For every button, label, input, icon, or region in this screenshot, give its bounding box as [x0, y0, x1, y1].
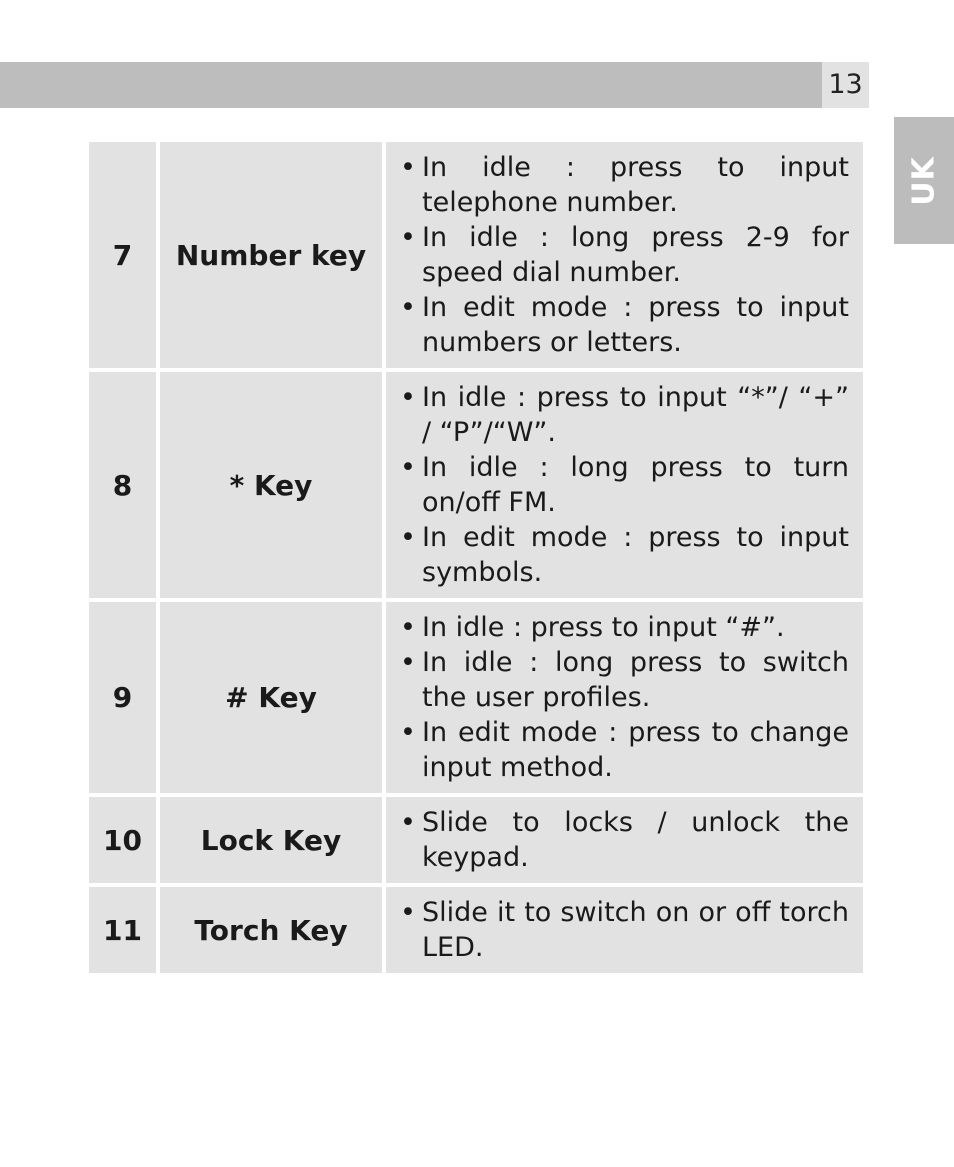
key-number: 9 — [89, 602, 156, 793]
table-row — [89, 887, 863, 973]
key-name: Torch Key — [160, 887, 382, 973]
description-item: • Slide it to switch on or off torch LED. — [400, 895, 849, 965]
description-item: • In edit mode : press to input symbols. — [400, 520, 849, 590]
keys-table — [85, 138, 867, 977]
description-item: • In idle : press to input telephone number. — [400, 150, 849, 220]
description-item: • In edit mode : press to input numbers or letters. — [400, 290, 849, 360]
table-row — [89, 602, 863, 793]
key-description — [386, 372, 863, 598]
page-number: 13 — [822, 62, 869, 108]
description-item: • In idle : long press to switch the user profiles. — [400, 645, 849, 715]
table-row — [89, 797, 863, 883]
description-item: • In idle : long press to turn on/off FM. — [400, 450, 849, 520]
description-item: • In idle : press to input “*”/ “+” / “P”/“W”. — [400, 380, 849, 450]
key-number: 11 — [89, 887, 156, 973]
language-tab-label: UK — [906, 155, 942, 206]
description-item: • Slide to locks / unlock the keypad. — [400, 805, 849, 875]
key-number: 10 — [89, 797, 156, 883]
language-tab — [894, 117, 954, 244]
key-description — [386, 887, 863, 973]
key-name: # Key — [160, 602, 382, 793]
description-item: • In idle : long press 2-9 for speed dial number. — [400, 220, 849, 290]
key-name: Lock Key — [160, 797, 382, 883]
key-name: Number key — [160, 142, 382, 368]
header-bar — [0, 62, 822, 108]
key-number: 8 — [89, 372, 156, 598]
description-item: • In idle : press to input “#”. — [400, 610, 849, 645]
table-row — [89, 372, 863, 598]
key-number: 7 — [89, 142, 156, 368]
key-description — [386, 602, 863, 793]
key-name: * Key — [160, 372, 382, 598]
key-description — [386, 142, 863, 368]
table-row — [89, 142, 863, 368]
description-item: • In edit mode : press to change input method. — [400, 715, 849, 785]
key-description — [386, 797, 863, 883]
